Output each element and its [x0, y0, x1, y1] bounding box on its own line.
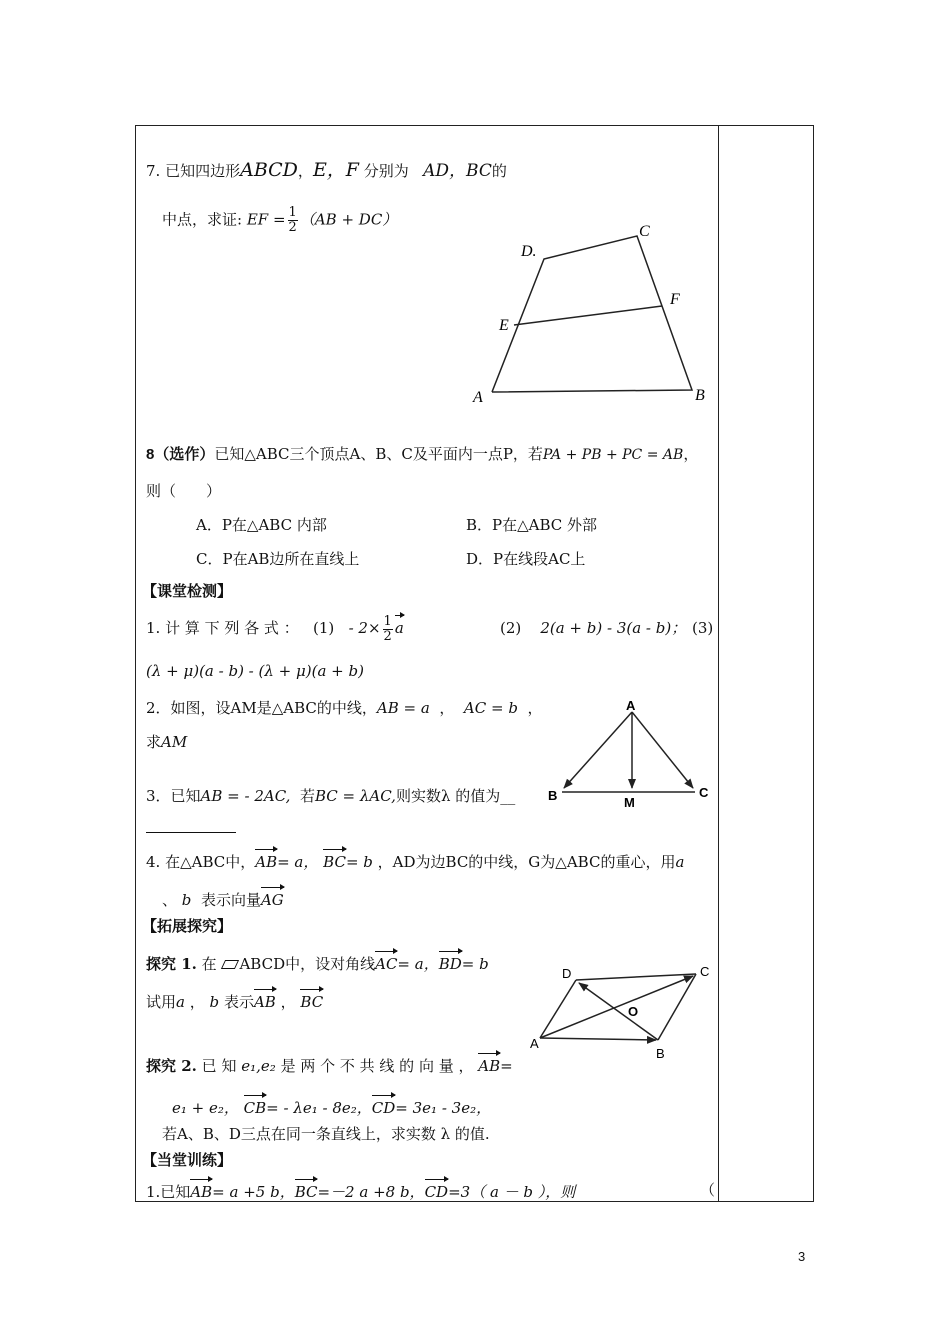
triangle-median-figure	[540, 698, 720, 810]
label-b: B	[695, 387, 705, 404]
label-a: A	[530, 1036, 539, 1051]
half-fraction: $\frac{1}{2}$	[288, 205, 297, 235]
e1-line2: 试用a ， b 表示AB ， BC	[146, 988, 323, 1012]
e1-line1: 探究 1. 在 ABCD中，设对角线AC= a，BD= b	[146, 950, 489, 974]
e2-line3: 若A、B、D三点在同一条直线上，求实数 λ 的值.	[162, 1125, 490, 1143]
label-f: F	[670, 291, 680, 308]
label-d: D.	[521, 243, 537, 260]
q7-line2: 中点，求证: EF = $\frac{1}{2}$ （AB + DC）	[162, 205, 398, 235]
q8-option-c: C．P在AB边所在直线上	[196, 550, 360, 568]
c2-line1: 2．如图，设AM是△ABC的中线，AB = a ， AC = b ，	[146, 699, 543, 717]
q8-line2: 则（ ）	[146, 482, 222, 500]
section-classroom-check: 【课堂检测】	[142, 582, 233, 600]
arrow-bd	[579, 983, 658, 1040]
column-divider	[718, 125, 719, 1202]
c1-line1: 1. 计 算 下 列 各 式 ： (1) - 2× $\frac{1}{2}$ a	[146, 613, 404, 644]
t1-paren: （	[700, 1181, 716, 1199]
arrow-ac	[632, 712, 693, 788]
label-a: A	[626, 698, 636, 713]
segment-ef	[514, 306, 662, 325]
label-m: M	[624, 795, 635, 810]
arrow-ac	[540, 976, 693, 1038]
c1-expr3: (λ + μ)(a - b) - (λ + μ)(a + b)	[146, 662, 364, 680]
e2-line2: e₁ + e₂， CB= - λe₁ - 8e₂，CD= 3e₁ - 3e₂，	[172, 1094, 491, 1118]
label-c: C	[700, 964, 710, 979]
parallelogram-icon	[221, 960, 239, 969]
quadrilateral-figure	[465, 218, 715, 410]
label-b: B	[656, 1046, 665, 1061]
c4-line2: 、 b 表示向量AG	[162, 886, 284, 910]
side-dc	[576, 974, 696, 980]
label-b: B	[548, 788, 558, 803]
c4-line1: 4. 在△ABC中，AB= a， BC= b ，AD为边BC的中线，G为△ABC的重心，用a	[146, 848, 684, 872]
arrow-ab	[540, 1038, 656, 1040]
label-e: E	[499, 317, 509, 334]
section-training: 【当堂训练】	[142, 1151, 233, 1169]
c3-answer-blank[interactable]	[146, 818, 236, 838]
label-c: C	[699, 785, 709, 800]
label-c: C	[639, 223, 650, 240]
c2-line2: 求AM	[146, 733, 188, 751]
q8-line1: 8（选作）已知△ABC三个顶点A、B、C及平面内一点P，若PA + PB + PC = AB，	[146, 445, 699, 463]
side-ad	[540, 980, 576, 1038]
c3-line1: 3．已知AB = - 2AC, 若BC = λAC,则实数λ 的值为__	[146, 787, 516, 805]
label-d: D	[562, 966, 572, 981]
arrow-ab	[564, 712, 632, 788]
e2-line1: 探究 2. 已 知 e₁,e₂ 是 两 个 不 共 线 的 向 量 ， AB=	[146, 1052, 513, 1076]
c1-part3: (3)	[692, 619, 714, 637]
label-a: A	[473, 389, 483, 406]
c1-expr2: (2) 2(a + b) - 3(a - b)；	[500, 619, 687, 637]
t1-line1: 1.已知AB= a +5 b，BC=－2 a +8 b，CD=3（ a － b ），则	[146, 1178, 575, 1202]
q8-option-d: D．P在线段AC上	[466, 550, 586, 568]
label-o: O	[628, 1004, 639, 1019]
side-cb	[658, 974, 696, 1040]
q8-option-b: B．P在△ABC 外部	[466, 516, 598, 534]
section-extension: 【拓展探究】	[142, 917, 233, 935]
parallelogram-figure	[528, 960, 718, 1064]
q7-line1: 7. 已知四边形ABCD，E，F 分别为 AD，BC的	[146, 159, 507, 181]
q8-option-a: A．P在△ABC 内部	[196, 516, 327, 534]
page-number: 3	[798, 1249, 806, 1264]
